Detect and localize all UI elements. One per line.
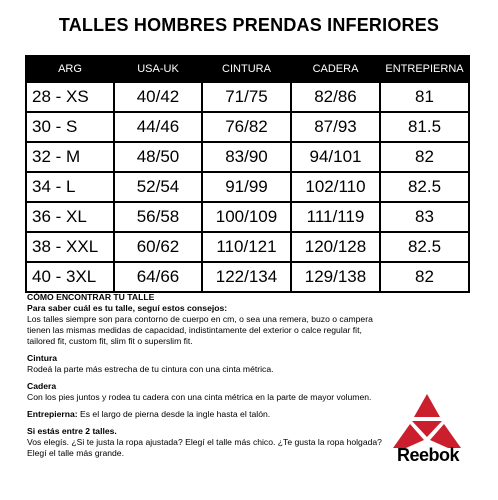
dos-talles-line: Vos elegís. ¿Si te justa la ropa ajustada? Elegí el talle más chico. ¿Te gusta la ropa holgada? bbox=[27, 437, 382, 447]
table-cell: 32 - M bbox=[26, 142, 114, 172]
table-cell: 81 bbox=[380, 82, 469, 112]
guide-subheading: Para saber cuál es tu talle, seguí estos consejos: bbox=[27, 303, 228, 313]
size-table bbox=[25, 55, 470, 293]
page-title: TALLES HOMBRES PRENDAS INFERIORES bbox=[58, 15, 440, 35]
table-cell: 36 - XL bbox=[26, 202, 114, 232]
table-cell: 82 bbox=[380, 142, 469, 172]
table-cell: 82.5 bbox=[380, 172, 469, 202]
table-cell: 91/99 bbox=[202, 172, 291, 202]
table-row bbox=[26, 142, 469, 172]
table-cell: 44/46 bbox=[114, 112, 202, 142]
table-row bbox=[26, 262, 469, 292]
table-cell: 82.5 bbox=[380, 232, 469, 262]
table-cell: 83/90 bbox=[202, 142, 291, 172]
column-header: CADERA bbox=[291, 56, 380, 82]
table-cell: 120/128 bbox=[291, 232, 380, 262]
table-row bbox=[26, 172, 469, 202]
dos-talles-line: Elegí el talle más grande. bbox=[27, 448, 124, 458]
cintura-text: Rodeá la parte más estrecha de tu cintura con una cinta métrica. bbox=[27, 364, 274, 374]
table-cell: 34 - L bbox=[26, 172, 114, 202]
table-cell: 38 - XXL bbox=[26, 232, 114, 262]
table-cell: 28 - XS bbox=[26, 82, 114, 112]
column-header: ARG bbox=[26, 56, 114, 82]
table-cell: 71/75 bbox=[202, 82, 291, 112]
table-cell: 82 bbox=[380, 262, 469, 292]
table-cell: 83 bbox=[380, 202, 469, 232]
table-cell: 48/50 bbox=[114, 142, 202, 172]
table-cell: 40 - 3XL bbox=[26, 262, 114, 292]
table-cell: 94/101 bbox=[291, 142, 380, 172]
brand-logo-text: Reebok bbox=[396, 445, 460, 465]
table-cell: 82/86 bbox=[291, 82, 380, 112]
table-cell: 30 - S bbox=[26, 112, 114, 142]
table-row bbox=[26, 82, 469, 112]
table-header-row bbox=[26, 56, 469, 82]
table-cell: 64/66 bbox=[114, 262, 202, 292]
table-cell: 52/54 bbox=[114, 172, 202, 202]
table-cell: 60/62 bbox=[114, 232, 202, 262]
table-row bbox=[26, 112, 469, 142]
table-cell: 81.5 bbox=[380, 112, 469, 142]
table-cell: 110/121 bbox=[202, 232, 291, 262]
column-header: USA-UK bbox=[114, 56, 202, 82]
cintura-label: Cintura bbox=[27, 353, 58, 363]
dos-talles-label: Si estás entre 2 talles. bbox=[27, 426, 117, 436]
table-cell: 40/42 bbox=[114, 82, 202, 112]
guide-intro-line: tienen las mismas medidas de capacidad, indistintamente del exterior o calce regular fit, bbox=[27, 325, 362, 335]
table-cell: 56/58 bbox=[114, 202, 202, 232]
table-cell: 100/109 bbox=[202, 202, 291, 232]
guide-intro-line: Los talles siempre son para contorno de cuerpo en cm, o sea una remera, buzo o campera bbox=[27, 314, 373, 324]
cadera-text: Con los pies juntos y rodea tu cadera con una cinta métrica en la parte de mayor volumen. bbox=[27, 392, 372, 402]
table-row bbox=[26, 232, 469, 262]
cadera-label: Cadera bbox=[27, 381, 57, 391]
table-cell: 87/93 bbox=[291, 112, 380, 142]
table-cell: 76/82 bbox=[202, 112, 291, 142]
column-header: ENTREPIERNA bbox=[380, 56, 469, 82]
guide-intro-line: tailored fit, custom fit, slim fit o superslim fit. bbox=[27, 336, 193, 346]
column-header: CINTURA bbox=[202, 56, 291, 82]
table-cell: 122/134 bbox=[202, 262, 291, 292]
guide-heading: CÓMO ENCONTRAR TU TALLE bbox=[27, 292, 155, 302]
table-cell: 111/119 bbox=[291, 202, 380, 232]
entrepierna-text: Es el largo de pierna desde la ingle hasta el talón. bbox=[77, 409, 271, 419]
table-row bbox=[26, 202, 469, 232]
table-cell: 129/138 bbox=[291, 262, 380, 292]
table-cell: 102/110 bbox=[291, 172, 380, 202]
entrepierna-label: Entrepierna: bbox=[27, 409, 78, 419]
